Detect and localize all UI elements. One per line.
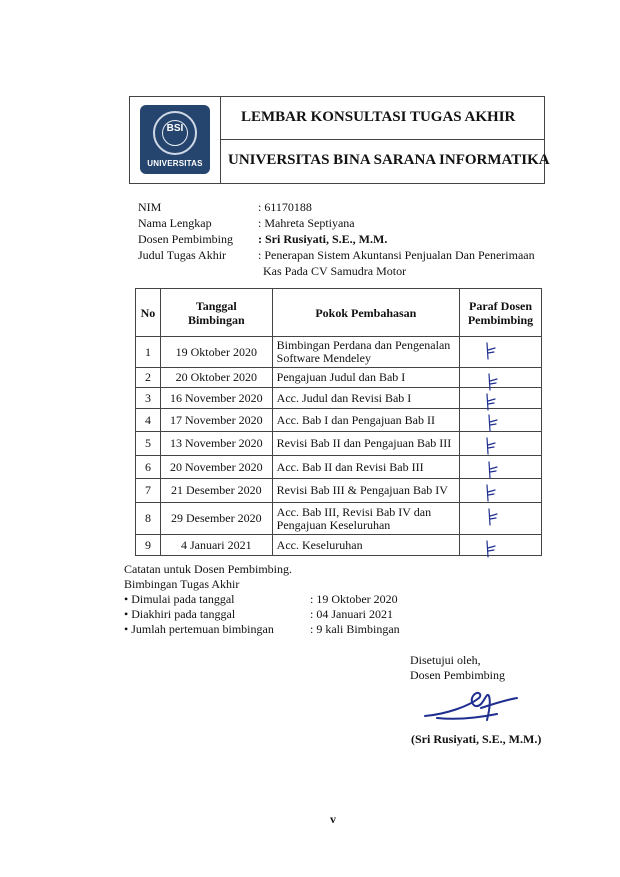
row-date: 29 Desember 2020 xyxy=(160,503,272,535)
meeting-count-value: : 9 kali Bimbingan xyxy=(310,622,400,636)
header-box xyxy=(129,96,550,184)
row-topic: Pengajuan Judul dan Bab I xyxy=(272,368,459,388)
name-value: : Mahreta Septiyana xyxy=(258,216,355,230)
advisor-label: Dosen Pembimbing xyxy=(138,232,233,246)
advisor-value: : Sri Rusiyati, S.E., M.M. xyxy=(258,232,388,246)
row-date: 17 November 2020 xyxy=(160,409,272,432)
table-header-row xyxy=(136,289,542,337)
advisor-signature-icon xyxy=(417,684,529,724)
university-name: UNIVERSITAS BINA SARANA INFORMATIKA xyxy=(228,152,550,168)
table-row xyxy=(136,503,542,535)
row-initial xyxy=(460,432,542,456)
logo-emblem-icon xyxy=(153,111,197,155)
row-date: 21 Desember 2020 xyxy=(160,479,272,503)
table-row xyxy=(136,388,542,409)
table-body xyxy=(136,337,542,556)
header-date-line1: Tanggal xyxy=(195,298,237,313)
header-no: No xyxy=(136,289,161,337)
row-topic: Bimbingan Perdana dan Pengenalan Software Mendeley xyxy=(272,337,459,368)
nim-label: NIM xyxy=(138,200,162,214)
advisor-notes xyxy=(124,562,400,637)
end-date-row xyxy=(124,607,393,622)
notes-subheading: Bimbingan Tugas Akhir xyxy=(124,577,240,591)
row-topic: Revisi Bab III & Pengajuan Bab IV xyxy=(272,479,459,503)
row-no: 7 xyxy=(136,479,161,503)
row-date: 16 November 2020 xyxy=(160,388,272,409)
header-signature-line1: Paraf Dosen xyxy=(469,298,533,313)
table-row xyxy=(136,409,542,432)
thesis-title-line2: Kas Pada CV Samudra Motor xyxy=(263,264,407,278)
row-topic: Acc. Judul dan Revisi Bab I xyxy=(272,388,459,409)
document-title: LEMBAR KONSULTASI TUGAS AKHIR xyxy=(241,109,516,125)
thesis-title-label: Judul Tugas Akhir xyxy=(138,248,227,262)
header-date-line2: Bimbingan xyxy=(187,312,245,327)
row-no: 1 xyxy=(136,337,161,368)
row-no: 6 xyxy=(136,456,161,479)
row-no: 9 xyxy=(136,535,161,556)
initial-signature-icon xyxy=(484,483,498,503)
end-date-value: : 04 Januari 2021 xyxy=(310,607,393,621)
title-row xyxy=(221,97,544,140)
row-no: 2 xyxy=(136,368,161,388)
approval-line2: Dosen Pembimbing xyxy=(410,668,505,682)
table-row xyxy=(136,368,542,388)
initial-signature-icon xyxy=(484,539,498,559)
row-date: 20 Oktober 2020 xyxy=(160,368,272,388)
logo-mark: BSI xyxy=(166,123,184,134)
row-initial xyxy=(460,409,542,432)
row-no: 4 xyxy=(136,409,161,432)
table-row xyxy=(136,479,542,503)
page-number: v xyxy=(330,812,336,826)
row-date: 19 Oktober 2020 xyxy=(160,337,272,368)
university-row xyxy=(221,140,550,183)
signer-name: (Sri Rusiyati, S.E., M.M.) xyxy=(411,732,542,746)
initial-signature-icon xyxy=(484,436,498,456)
initial-signature-icon xyxy=(484,341,498,361)
row-initial xyxy=(460,456,542,479)
start-date-row xyxy=(124,592,398,607)
approval-line1: Disetujui oleh, xyxy=(410,653,481,667)
row-initial xyxy=(460,337,542,368)
logo-label: UNIVERSITAS xyxy=(147,159,203,168)
consultation-table xyxy=(135,288,542,556)
row-topic: Acc. Bab II dan Revisi Bab III xyxy=(272,456,459,479)
notes-heading: Catatan untuk Dosen Pembimbing. xyxy=(124,562,292,576)
row-date: 4 Januari 2021 xyxy=(160,535,272,556)
approval-block xyxy=(410,653,505,683)
row-initial xyxy=(460,535,542,556)
row-no: 5 xyxy=(136,432,161,456)
initial-signature-icon xyxy=(484,507,498,527)
row-no: 3 xyxy=(136,388,161,409)
row-topic: Acc. Bab I dan Pengajuan Bab II xyxy=(272,409,459,432)
row-topic: Revisi Bab II dan Pengajuan Bab III xyxy=(272,432,459,456)
table-row xyxy=(136,456,542,479)
thesis-title-line1: : Penerapan Sistem Akuntansi Penjualan Dan Penerimaan xyxy=(258,248,535,262)
logo-cell xyxy=(130,97,221,183)
thesis-title-value xyxy=(258,247,550,279)
university-logo xyxy=(140,105,210,174)
table-row xyxy=(136,337,542,368)
row-date: 20 November 2020 xyxy=(160,456,272,479)
row-initial xyxy=(460,368,542,388)
header-date xyxy=(160,289,272,337)
start-date-value: : 19 Oktober 2020 xyxy=(310,592,398,606)
row-initial xyxy=(460,503,542,535)
header-topic: Pokok Pembahasan xyxy=(272,289,459,337)
initial-signature-icon xyxy=(484,460,498,480)
row-topic: Acc. Bab III, Revisi Bab IV dan Pengajuan Keseluruhan xyxy=(272,503,459,535)
end-date-label: • Diakhiri pada tanggal xyxy=(124,607,236,621)
row-initial xyxy=(460,479,542,503)
meeting-count-row xyxy=(124,622,400,637)
table-row xyxy=(136,432,542,456)
header-signature-line2: Pembimbing xyxy=(467,312,534,327)
row-date: 13 November 2020 xyxy=(160,432,272,456)
row-initial xyxy=(460,388,542,409)
row-no: 8 xyxy=(136,503,161,535)
header-signature xyxy=(460,289,542,337)
meeting-count-label: • Jumlah pertemuan bimbingan xyxy=(124,622,274,636)
row-topic: Acc. Keseluruhan xyxy=(272,535,459,556)
start-date-label: • Dimulai pada tanggal xyxy=(124,592,235,606)
nim-value: : 61170188 xyxy=(258,200,312,214)
table-row xyxy=(136,535,542,556)
name-label: Nama Lengkap xyxy=(138,216,212,230)
initial-signature-icon xyxy=(484,413,498,433)
